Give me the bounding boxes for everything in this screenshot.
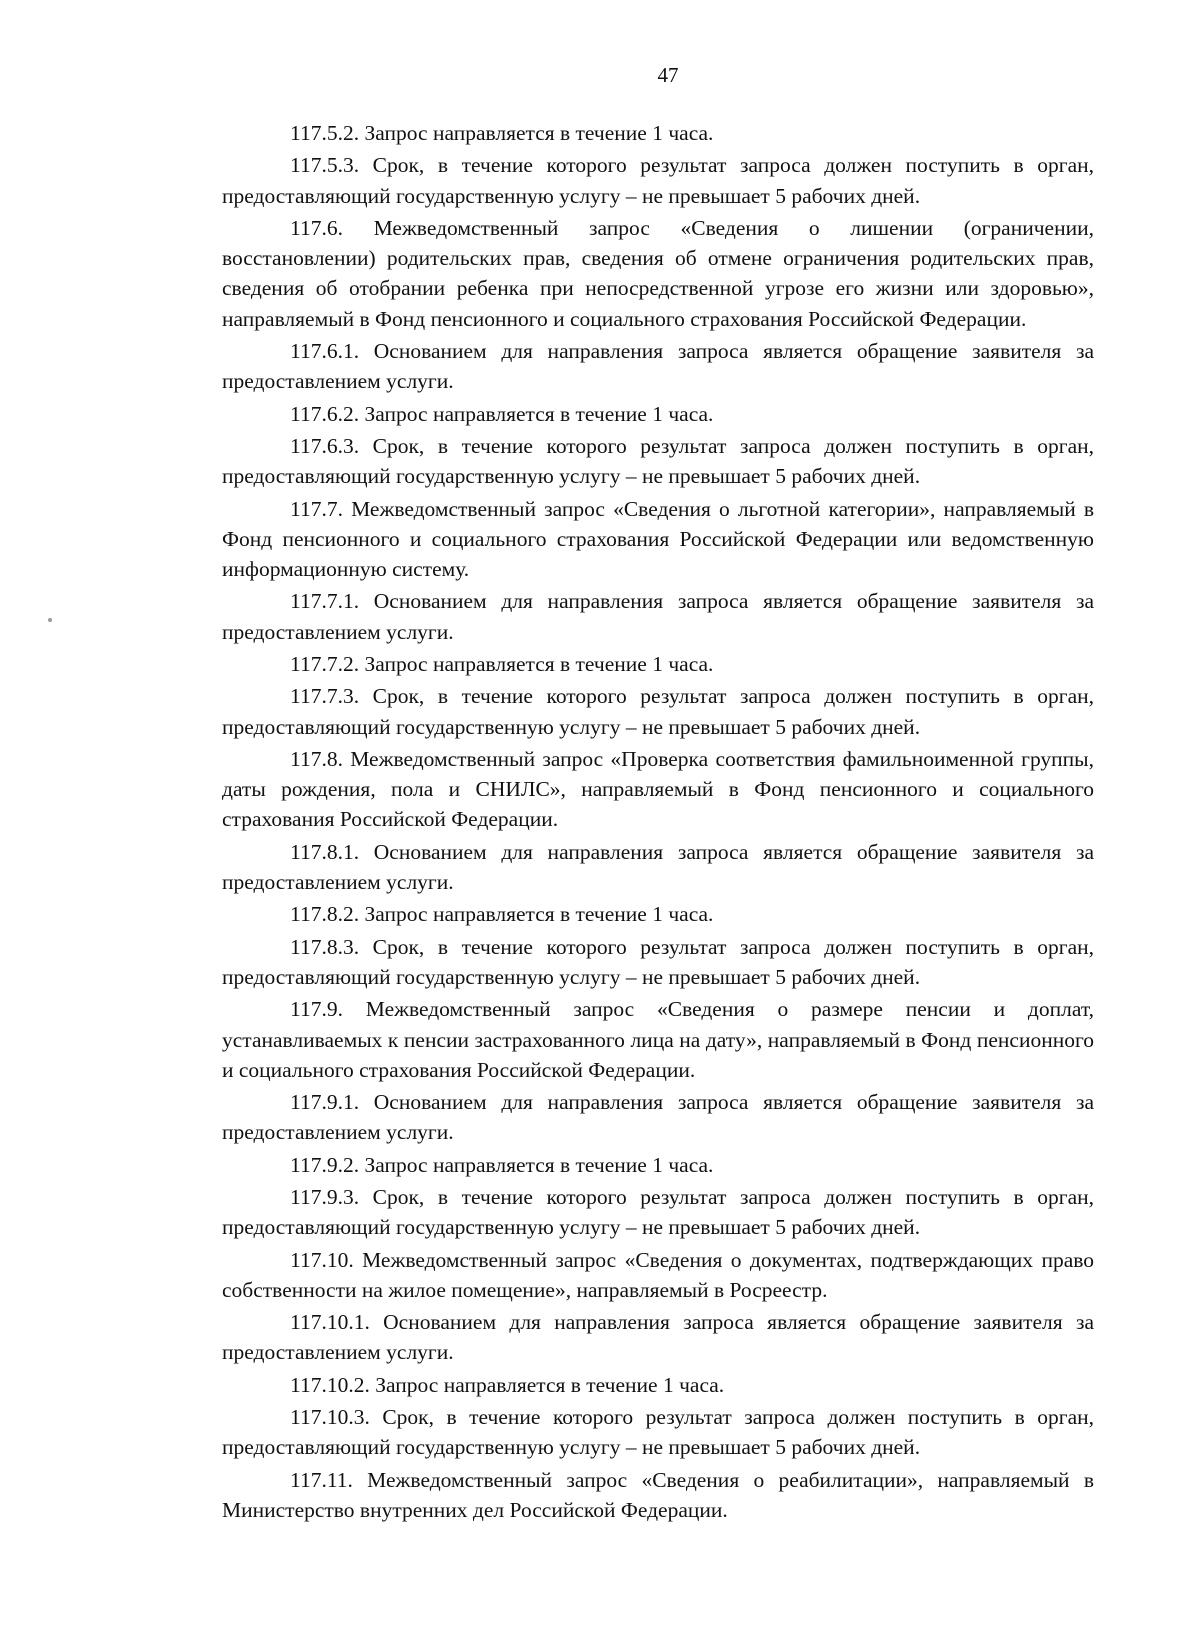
paragraph-117-6: 117.6. Межведомственный запрос «Сведения о лишении (ограничении, восстановлении) родительских прав, сведения об отмене ограничения родительских прав, сведения об отобрании ребенка при непосредственной угрозе его жизни или здоровью», направляемый в Фонд пенсионного и социального страхования Российской Федерации. [222, 215, 1094, 331]
paragraph-117-10-2: 117.10.2. Запрос направляется в течение 1 часа. [290, 1372, 725, 1397]
paragraph-117-9-1: 117.9.1. Основанием для направления запроса является обращение заявителя за предоставлением услуги. [222, 1090, 1094, 1145]
paragraph-117-10: 117.10. Межведомственный запрос «Сведения о документах, подтверждающих право собственности на жилое помещение», направляемый в Росреестр. [222, 1247, 1094, 1302]
paragraph-117-5-2: 117.5.2. Запрос направляется в течение 1 часа. [290, 121, 714, 145]
paragraph-117-9-3: 117.9.3. Срок, в течение которого результат запроса должен поступить в орган, предоставляющий государственную услугу – не превышает 5 рабочих дней. [222, 1185, 1094, 1240]
document-body [222, 118, 1094, 1527]
paragraph-117-6-1: 117.6.1. Основанием для направления запроса является обращение заявителя за предоставлением услуги. [222, 338, 1094, 394]
paragraph-117-6-3: 117.6.3. Срок, в течение которого результат запроса должен поступить в орган, предоставляющий государственную услугу – не превышает 5 рабочих дней. [222, 433, 1094, 489]
paragraph-117-5-3: 117.5.3. Срок, в течение которого результат запроса должен поступить в орган, предоставляющий государственную услугу – не превышает 5 рабочих дней. [222, 153, 1094, 208]
paragraph-117-8: 117.8. Межведомственный запрос «Проверка соответствия фамильноименной группы, даты рождения, пола и СНИЛС», направляемый в Фонд пенсионного и социального страхования Российской Федерации. [222, 746, 1094, 832]
paragraph-117-7-1: 117.7.1. Основанием для направления запроса является обращение заявителя за предоставлением услуги. [222, 589, 1094, 644]
paragraph-117-10-1: 117.10.1. Основанием для направления запроса является обращение заявителя за предоставлением услуги. [222, 1310, 1094, 1365]
scan-speck [48, 618, 52, 622]
paragraph-117-9: 117.9. Межведомственный запрос «Сведения о размере пенсии и доплат, устанавливаемых к пенсии застрахованного лица на дату», направляемый в Фонд пенсионного и социального страхования Российской Федерации. [222, 997, 1094, 1082]
paragraph-117-8-2: 117.8.2. Запрос направляется в течение 1 часа. [290, 902, 714, 927]
paragraph-117-7-3: 117.7.3. Срок, в течение которого результат запроса должен поступить в орган, предоставляющий государственную услугу – не превышает 5 рабочих дней. [222, 684, 1094, 739]
paragraph-117-7: 117.7. Межведомственный запрос «Сведения о льготной категории», направляемый в Фонд пенсионного и социального страхования Российской Федерации или ведомственную информационную систему. [222, 496, 1094, 581]
paragraph-117-9-2: 117.9.2. Запрос направляется в течение 1 часа. [290, 1152, 714, 1177]
paragraph-117-8-1: 117.8.1. Основанием для направления запроса является обращение заявителя за предоставлением услуги. [222, 839, 1094, 894]
paragraph-117-6-2: 117.6.2. Запрос направляется в течение 1 часа. [290, 401, 714, 426]
paragraph-117-10-3: 117.10.3. Срок, в течение которого результат запроса должен поступить в орган, предоставляющий государственную услугу – не превышает 5 рабочих дней. [222, 1405, 1094, 1460]
paragraph-117-7-2: 117.7.2. Запрос направляется в течение 1 часа. [290, 651, 714, 676]
paragraph-117-11: 117.11. Межведомственный запрос «Сведения о реабилитации», направляемый в Министерство внутренних дел Российской Федерации. [222, 1467, 1094, 1523]
page-number: 47 [657, 63, 679, 87]
paragraph-117-8-3: 117.8.3. Срок, в течение которого результат запроса должен поступить в орган, предоставляющий государственную услугу – не превышает 5 рабочих дней. [222, 934, 1094, 989]
